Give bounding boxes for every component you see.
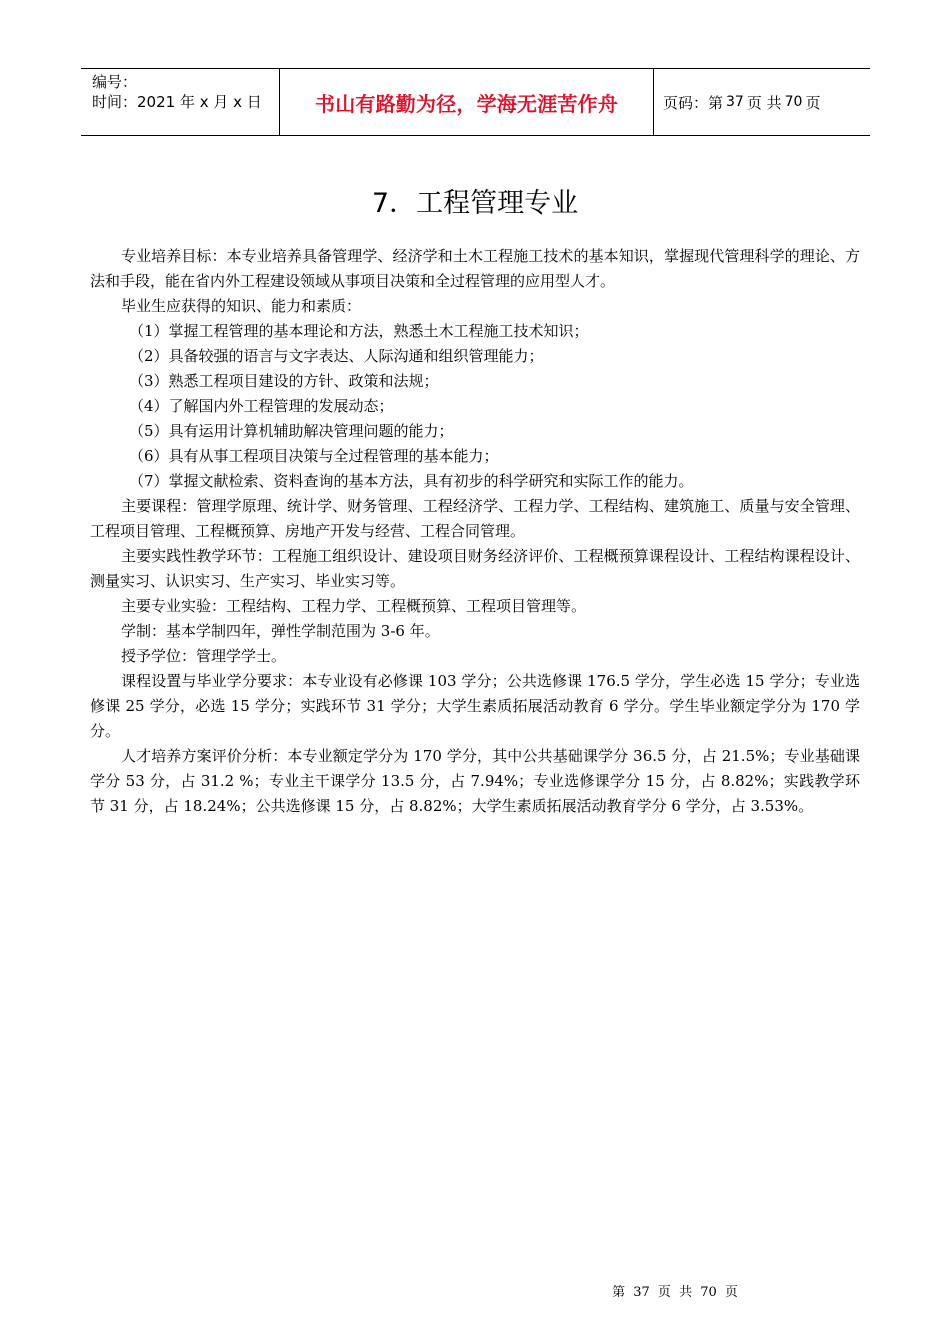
courses-paragraph [90,494,860,544]
header-page-current: 37 [726,94,744,110]
training-goal-heading: 专业培养目标： [121,247,227,265]
header-page-info [654,69,870,135]
header-page-mid: 页 共 [746,93,782,112]
analysis-text: 本专业额定学分为 170 学分，其中公共基础课学分 36.5 分，占 21.5%；专业基础课学分 53 分，占 31.2 %；专业主干课学分 13.5 分，占 7.94%；专业选修课学分 15 分，占 8.82%；实践教学环节 31 分，占 18.24%；公共选修课 15 分，占 8.82%；大学生素质拓展活动教育学分 6 学分，占 3.53%。 [90,747,860,815]
courses-heading: 主要课程： [121,497,197,515]
ability-item-1: （1）掌握工程管理的基本理论和方法，熟悉土木工程施工技术知识； [129,322,589,340]
ability-item-2: （2）具备较强的语言与文字表达、人际沟通和组织管理能力； [129,347,544,365]
abilities-heading: 毕业生应获得的知识、能力和素质： [121,297,362,315]
ability-item-7: （7）掌握文献检索、资料查询的基本方法，具有初步的科学研究和实际工作的能力。 [129,472,694,490]
page-title: 7．工程管理专业 [371,188,579,219]
duration-paragraph [90,619,860,644]
header-page-total: 70 [784,94,803,110]
credits-heading: 课程设置与毕业学分要求： [121,672,303,690]
degree-heading: 授予学位： [121,647,197,665]
ability-item-3: （3）熟悉工程项目建设的方针、政策和法规； [129,372,439,390]
degree-paragraph [90,644,860,669]
abilities-heading-paragraph [90,294,860,319]
training-goal-paragraph [90,244,860,294]
experiment-paragraph [90,594,860,619]
courses-text: 管理学原理、统计学、财务管理、工程经济学、工程力学、工程结构、建筑施工、质量与安全管理、工程项目管理、工程概预算、房地产开发与经营、工程合同管理。 [90,497,860,540]
header-meta-cell [81,69,280,135]
practice-paragraph [90,544,860,594]
analysis-paragraph [90,744,860,819]
duration-heading: 学制： [121,622,167,640]
duration-text: 基本学制四年，弹性学制范围为 3-6 年。 [166,622,440,640]
experiment-heading: 主要专业实验： [121,597,227,615]
document-time-label: 时间：2021 年 x 月 x 日 [92,93,262,111]
ability-item-5: （5）具有运用计算机辅助解决管理问题的能力； [129,422,454,440]
degree-text: 管理学学士。 [196,647,287,665]
document-body [90,244,860,819]
document-number-label: 编号： [92,73,138,91]
header-page-prefix: 页码：第 [663,93,724,112]
practice-text: 工程施工组织设计、建设项目财务经济评价、工程概预算课程设计、工程结构课程设计、测量实习、认识实习、生产实习、毕业实习等。 [90,547,860,590]
page-footer: 第 37 页 共 70 页 [612,1285,738,1300]
ability-item-4: （4）了解国内外工程管理的发展动态； [129,397,394,415]
header-page-suffix: 页 [805,93,821,112]
analysis-heading: 人才培养方案评价分析： [121,747,288,765]
experiment-text: 工程结构、工程力学、工程概预算、工程项目管理等。 [226,597,587,615]
practice-heading: 主要实践性教学环节： [121,547,272,565]
credits-text: 本专业设有必修课 103 学分；公共选修课 176.5 学分，学生必选 15 学分；专业选修课 25 学分，必选 15 学分；实践环节 31 学分；大学生素质拓展活动教育 6 学分。学生毕业额定学分为 170 学分。 [90,672,860,740]
page-header [81,68,870,136]
ability-item-6: （6）具有从事工程项目决策与全过程管理的基本能力； [129,447,499,465]
training-goal-text: 本专业培养具备管理学、经济学和土木工程施工技术的基本知识，掌握现代管理科学的理论、方法和手段，能在省内外工程建设领域从事项目决策和全过程管理的应用型人才。 [90,247,860,290]
credits-paragraph [90,669,860,744]
header-motto: 书山有路勤为径，学海无涯苦作舟 [280,69,654,135]
